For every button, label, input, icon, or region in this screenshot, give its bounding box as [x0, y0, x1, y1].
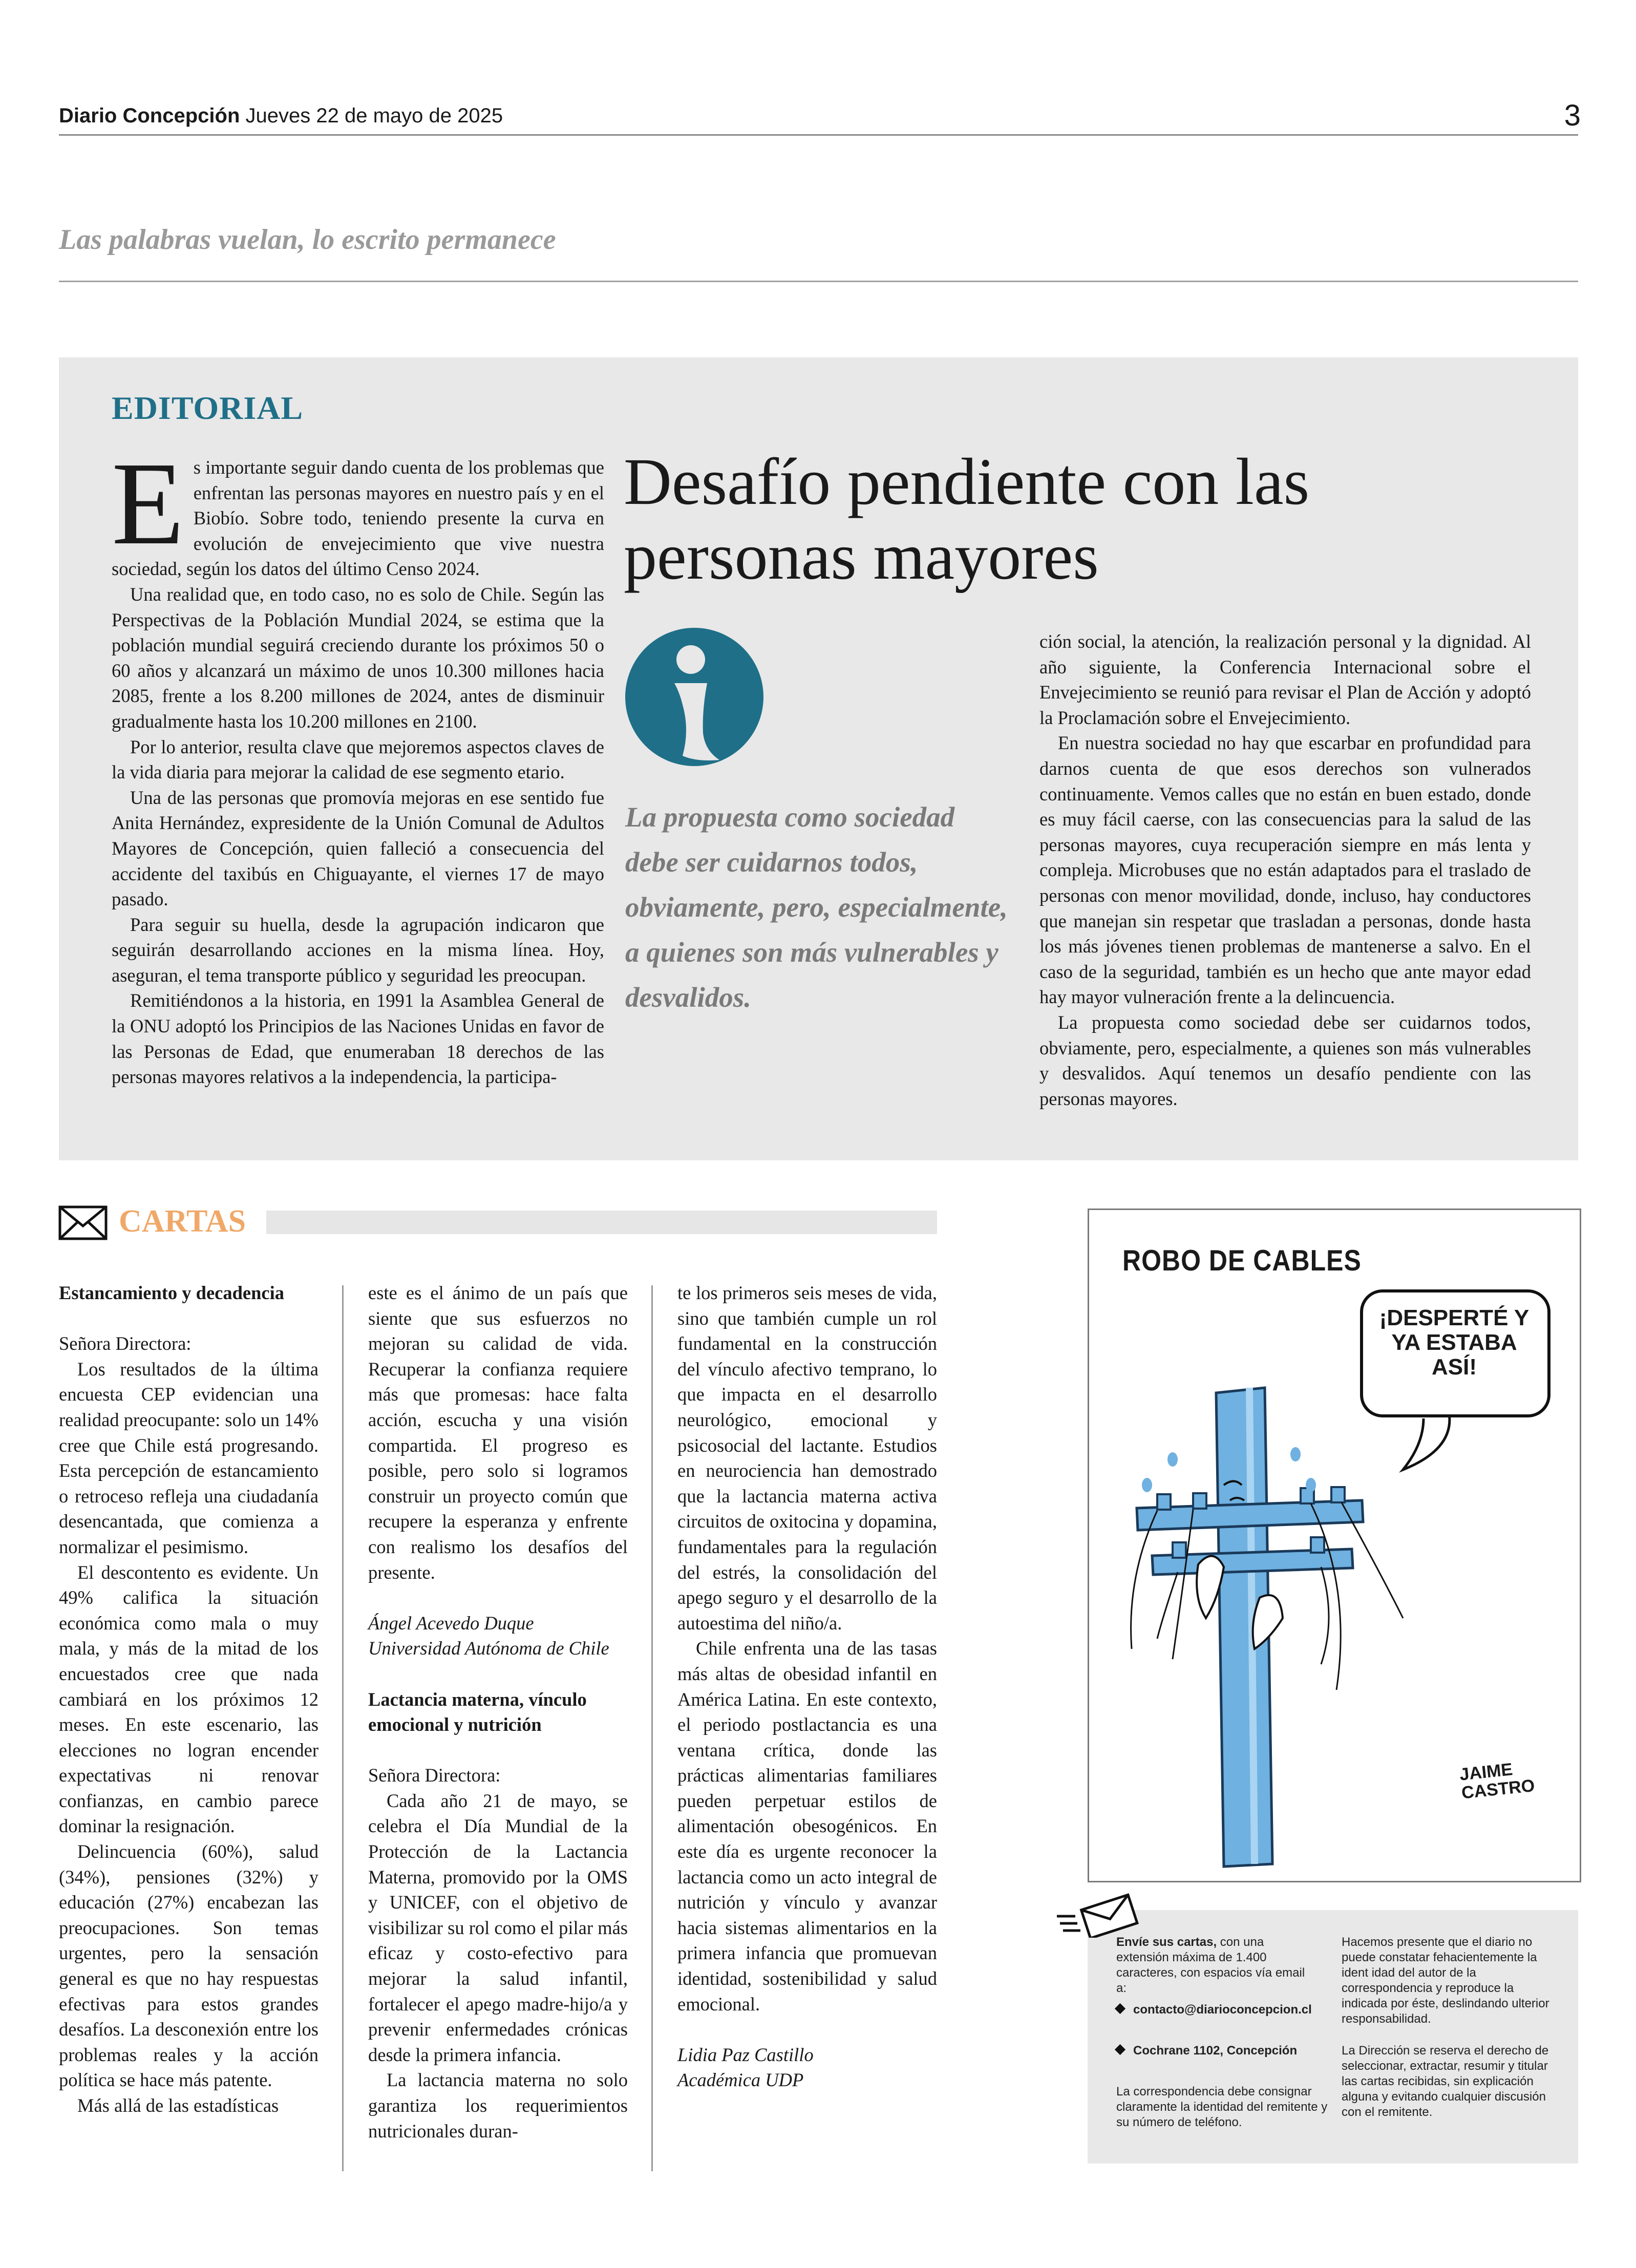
contact-instructions: Envíe sus cartas, con una extensión máxima de 1.400 caracteres, con espacios vía email a:	[1116, 1935, 1305, 1995]
contact-note-right-1: Hacemos presente que el diario no puede constatar fehacientemente la ident idad del autor de la correspondencia y reproduce la indicada por éste, deslindando ulterior responsabilidad.	[1342, 1935, 1549, 2026]
contact-note-right-2: La Dirección se reserva el derecho de seleccionar, extractar, resumir y titular las cartas recibidas, sin explicación alguna y evitando cualquier discusión con el remitente.	[1342, 2044, 1549, 2119]
diamond-bullet-icon	[1115, 2044, 1125, 2055]
drop-cap: E	[112, 438, 184, 569]
letter-send-icon	[1055, 1891, 1142, 1938]
issue-date: Jueves 22 de mayo de 2025	[245, 104, 503, 127]
editorial-paragraph: Remitiéndonos a la historia, en 1991 la Asamblea General de la ONU adoptó los Principios de las Naciones Unidas en favor de las Personas de Edad, que enumeraban 18 derechos de las personas mayores relativos a la independencia, la participa-	[112, 990, 604, 1088]
letters-column-3	[677, 1280, 937, 2093]
info-icon	[625, 628, 763, 766]
editorial-paragraph: Para seguir su huella, desde la agrupación indicaron que seguirán desarrollando acciones en la misma línea. Hoy, aseguran, el tema transporte público y seguridad les preocupan.	[112, 914, 604, 986]
editorial-paragraph: Una de las personas que promovía mejoras en ese sentido fue Anita Hernández, expresidente de la Unión Comunal de Adultos Mayores de Concepción, quien falleció a consecuencia del accidente del taxibús en Chiguayante, el viernes 17 de mayo pasado.	[112, 787, 604, 910]
cartoonist-signature: JAIME CASTRO	[1458, 1760, 1536, 1803]
masthead	[59, 104, 503, 128]
letter-title: Lactancia materna, vínculo emocional y nutrición	[368, 1688, 587, 1735]
editorial-label: EDITORIAL	[112, 390, 304, 426]
editorial-column-right	[1039, 629, 1531, 1111]
column-divider	[651, 1285, 653, 2171]
letter-salutation: Señora Directora:	[59, 1333, 192, 1354]
letters-column-2	[368, 1280, 628, 2144]
editorial-headline: Desafío pendiente con las personas mayores	[624, 445, 1310, 594]
letter-paragraph: te los primeros seis meses de vida, sino que también cumple un rol fundamental en la construcción del vínculo afectivo temprano, lo que impacta en el desarrollo neurológico, emocional y psicosocial del lactante. Estudios en neurociencia han demostrado que la lactancia materna activa circuitos de oxitocina y dopamina, fundamentales para la regulación del estrés, la consolidación del apego seguro y el desarrollo de la autoestima del niño/a.	[677, 1282, 937, 1634]
letter-paragraph: Los resultados de la última encuesta CEP evidencian una realidad preocupante: solo un 14% cree que Chile está progresando. Esta percepción de estancamiento o retroceso refleja una ciudadanía desencantada, que comienza a normalizar el pesimismo.	[59, 1358, 318, 1557]
editorial-paragraph: Es importante seguir dando cuenta de los problemas que enfrentan las personas mayores en nuestro país y en el Biobío. Sobre todo, teniendo presente la curva en evolución de envejecimiento que vive nuestra sociedad, según los datos del último Censo 2024.	[112, 438, 604, 580]
letters-column-1	[59, 1280, 318, 2118]
editorial-column-left	[112, 438, 604, 1090]
letter-paragraph: Cada año 21 de mayo, se celebra el Día Mundial de la Protección de la Lactancia Materna, promovido por la OMS y UNICEF, con el objetivo de visibilizar su rol como el pilar más eficaz y costo-efectivo para mejorar la salud infantil, fortalecer el apego madre-hijo/a y prevenir enfermedades crónicas desde la primera infancia.	[368, 1790, 628, 2065]
section-tagline: Las palabras vuelan, lo escrito permanece	[59, 224, 556, 256]
pull-quote: La propuesta como sociedad debe ser cuidarnos todos, obviamente, pero, especialmente, a quienes son más vulnerables y desvalidos.	[625, 801, 1008, 1013]
letter-paragraph: El descontento es evidente. Un 49% califica la situación económica como mala o muy mala, y más de la mitad de los encuestados cree que nada cambiará en los próximos 12 meses. En este escenario, las elecciones no logran encender expectativas ni renovar confianzas, en cambio parece dominar la resignación.	[59, 1561, 318, 1837]
cartas-bar	[266, 1211, 937, 1234]
letter-paragraph: Más allá de las estadísticas	[77, 2095, 279, 2116]
tagline-rule	[59, 281, 1578, 282]
letter-affiliation: Universidad Autónoma de Chile	[368, 1638, 609, 1659]
diamond-bullet-icon	[1115, 2003, 1125, 2014]
contact-email[interactable]: contacto@diarioconcepcion.cl	[1116, 2002, 1331, 2018]
letter-paragraph: Chile enfrenta una de las tasas más altas de obesidad infantil en América Latina. En este contexto, el periodo postlactancia es una ventana crítica, donde las prácticas alimentarias familiares pueden perpetuar estilos de alimentación obesogénicos. En este día es urgente reconocer la lactancia como un acto integral de nutrición y vínculo y avanzar hacia sistemas alimentarios en la primera infancia que promuevan identidad, sostenibilidad y salud emocional.	[677, 1638, 937, 2015]
publication-name: Diario Concepción	[59, 104, 240, 127]
editorial-paragraph: Por lo anterior, resulta clave que mejoremos aspectos claves de la vida diaria para mejorar la calidad de ese segmento etario.	[112, 736, 604, 783]
letter-salutation: Señora Directora:	[368, 1765, 501, 1786]
editorial-paragraph: ción social, la atención, la realización personal y la dignidad. Al año siguiente, la Conferencia Internacional sobre el Envejecimiento se reunió para revisar el Plan de Acción y adoptó la Proclamación sobre el Envejecimiento.	[1039, 631, 1531, 728]
page-number: 3	[1564, 99, 1581, 132]
cartoon-title: ROBO DE CABLES	[1122, 1244, 1362, 1277]
letter-paragraph: este es el ánimo de un país que siente que sus esfuerzos no mejoran su calidad de vida. Recuperar la confianza requiere más que promesas: hace falta acción, escucha y una visión compartida. El progreso es posible, pero solo si logramos construir un proyecto común que recupere la esperanza y enfrente con realismo los desafíos del presente.	[368, 1282, 628, 1583]
letter-paragraph: Delincuencia (60%), salud (34%), pensiones (32%) y educación (27%) encabezan las preocupaciones. Son temas urgentes, pero la sensación general es que no hay respuestas efectivas para estos grandes desafíos. La desconexión entre los problemas reales y la acción política se hace más patente.	[59, 1841, 318, 2091]
speech-text: ¡DESPERTÉ Y YA ESTABA ASÍ!	[1379, 1305, 1529, 1380]
editorial-paragraph: La propuesta como sociedad debe ser cuidarnos todos, obviamente, pero, especialmente, a quienes son más vulnerables y desvalidos. Aquí tenemos un desafío pendiente con las personas mayores.	[1039, 1011, 1531, 1109]
letter-paragraph: La lactancia materna no solo garantiza los requerimientos nutricionales duran-	[368, 2069, 628, 2142]
header-rule	[59, 134, 1578, 136]
editorial-paragraph: Una realidad que, en todo caso, no es solo de Chile. Según las Perspectivas de la Población Mundial 2024, se estima que la población mundial seguirá creciendo durante los próximos 50 o 60 años y alcanzará un máximo de unos 10.300 millones hacia 2085, frente a los 8.200 millones de 2024, antes de disminuir gradualmente hasta los 10.200 millones en 2100.	[112, 583, 604, 732]
letter-author: Lidia Paz Castillo	[677, 2044, 814, 2065]
editorial-paragraph: En nuestra sociedad no hay que escarbar en profundidad para darnos cuenta de que esos derechos son vulnerados continuamente. Vemos calles que no están en buen estado, donde es muy fácil caerse, con las consecuencias para la salud de las personas mayores, cuya recuperación siempre en más lenta y compleja. Microbuses que no están adaptados para el traslado de personas con menor movilidad, donde, incluso, hay conductores que manejan sin respetar que trasladan a personas, donde hasta los más jóvenes tienen problemas de mantenerse a salvo. En el caso de la seguridad, también es un hecho que ante mayor edad hay mayor vulneración frente a la delincuencia.	[1039, 732, 1531, 1008]
letter-affiliation: Académica UDP	[677, 2069, 804, 2091]
column-divider	[342, 1285, 344, 2171]
contact-note-left: La correspondencia debe consignar claramente la identidad del remitente y su número de teléfono.	[1116, 2085, 1328, 2129]
cartas-label: CARTAS	[119, 1204, 246, 1239]
letter-author: Ángel Acevedo Duque	[368, 1612, 534, 1634]
envelope-icon	[58, 1205, 108, 1240]
letter-title: Estancamiento y decadencia	[59, 1282, 284, 1303]
contact-address: Cochrane 1102, Concepción	[1116, 2043, 1331, 2059]
